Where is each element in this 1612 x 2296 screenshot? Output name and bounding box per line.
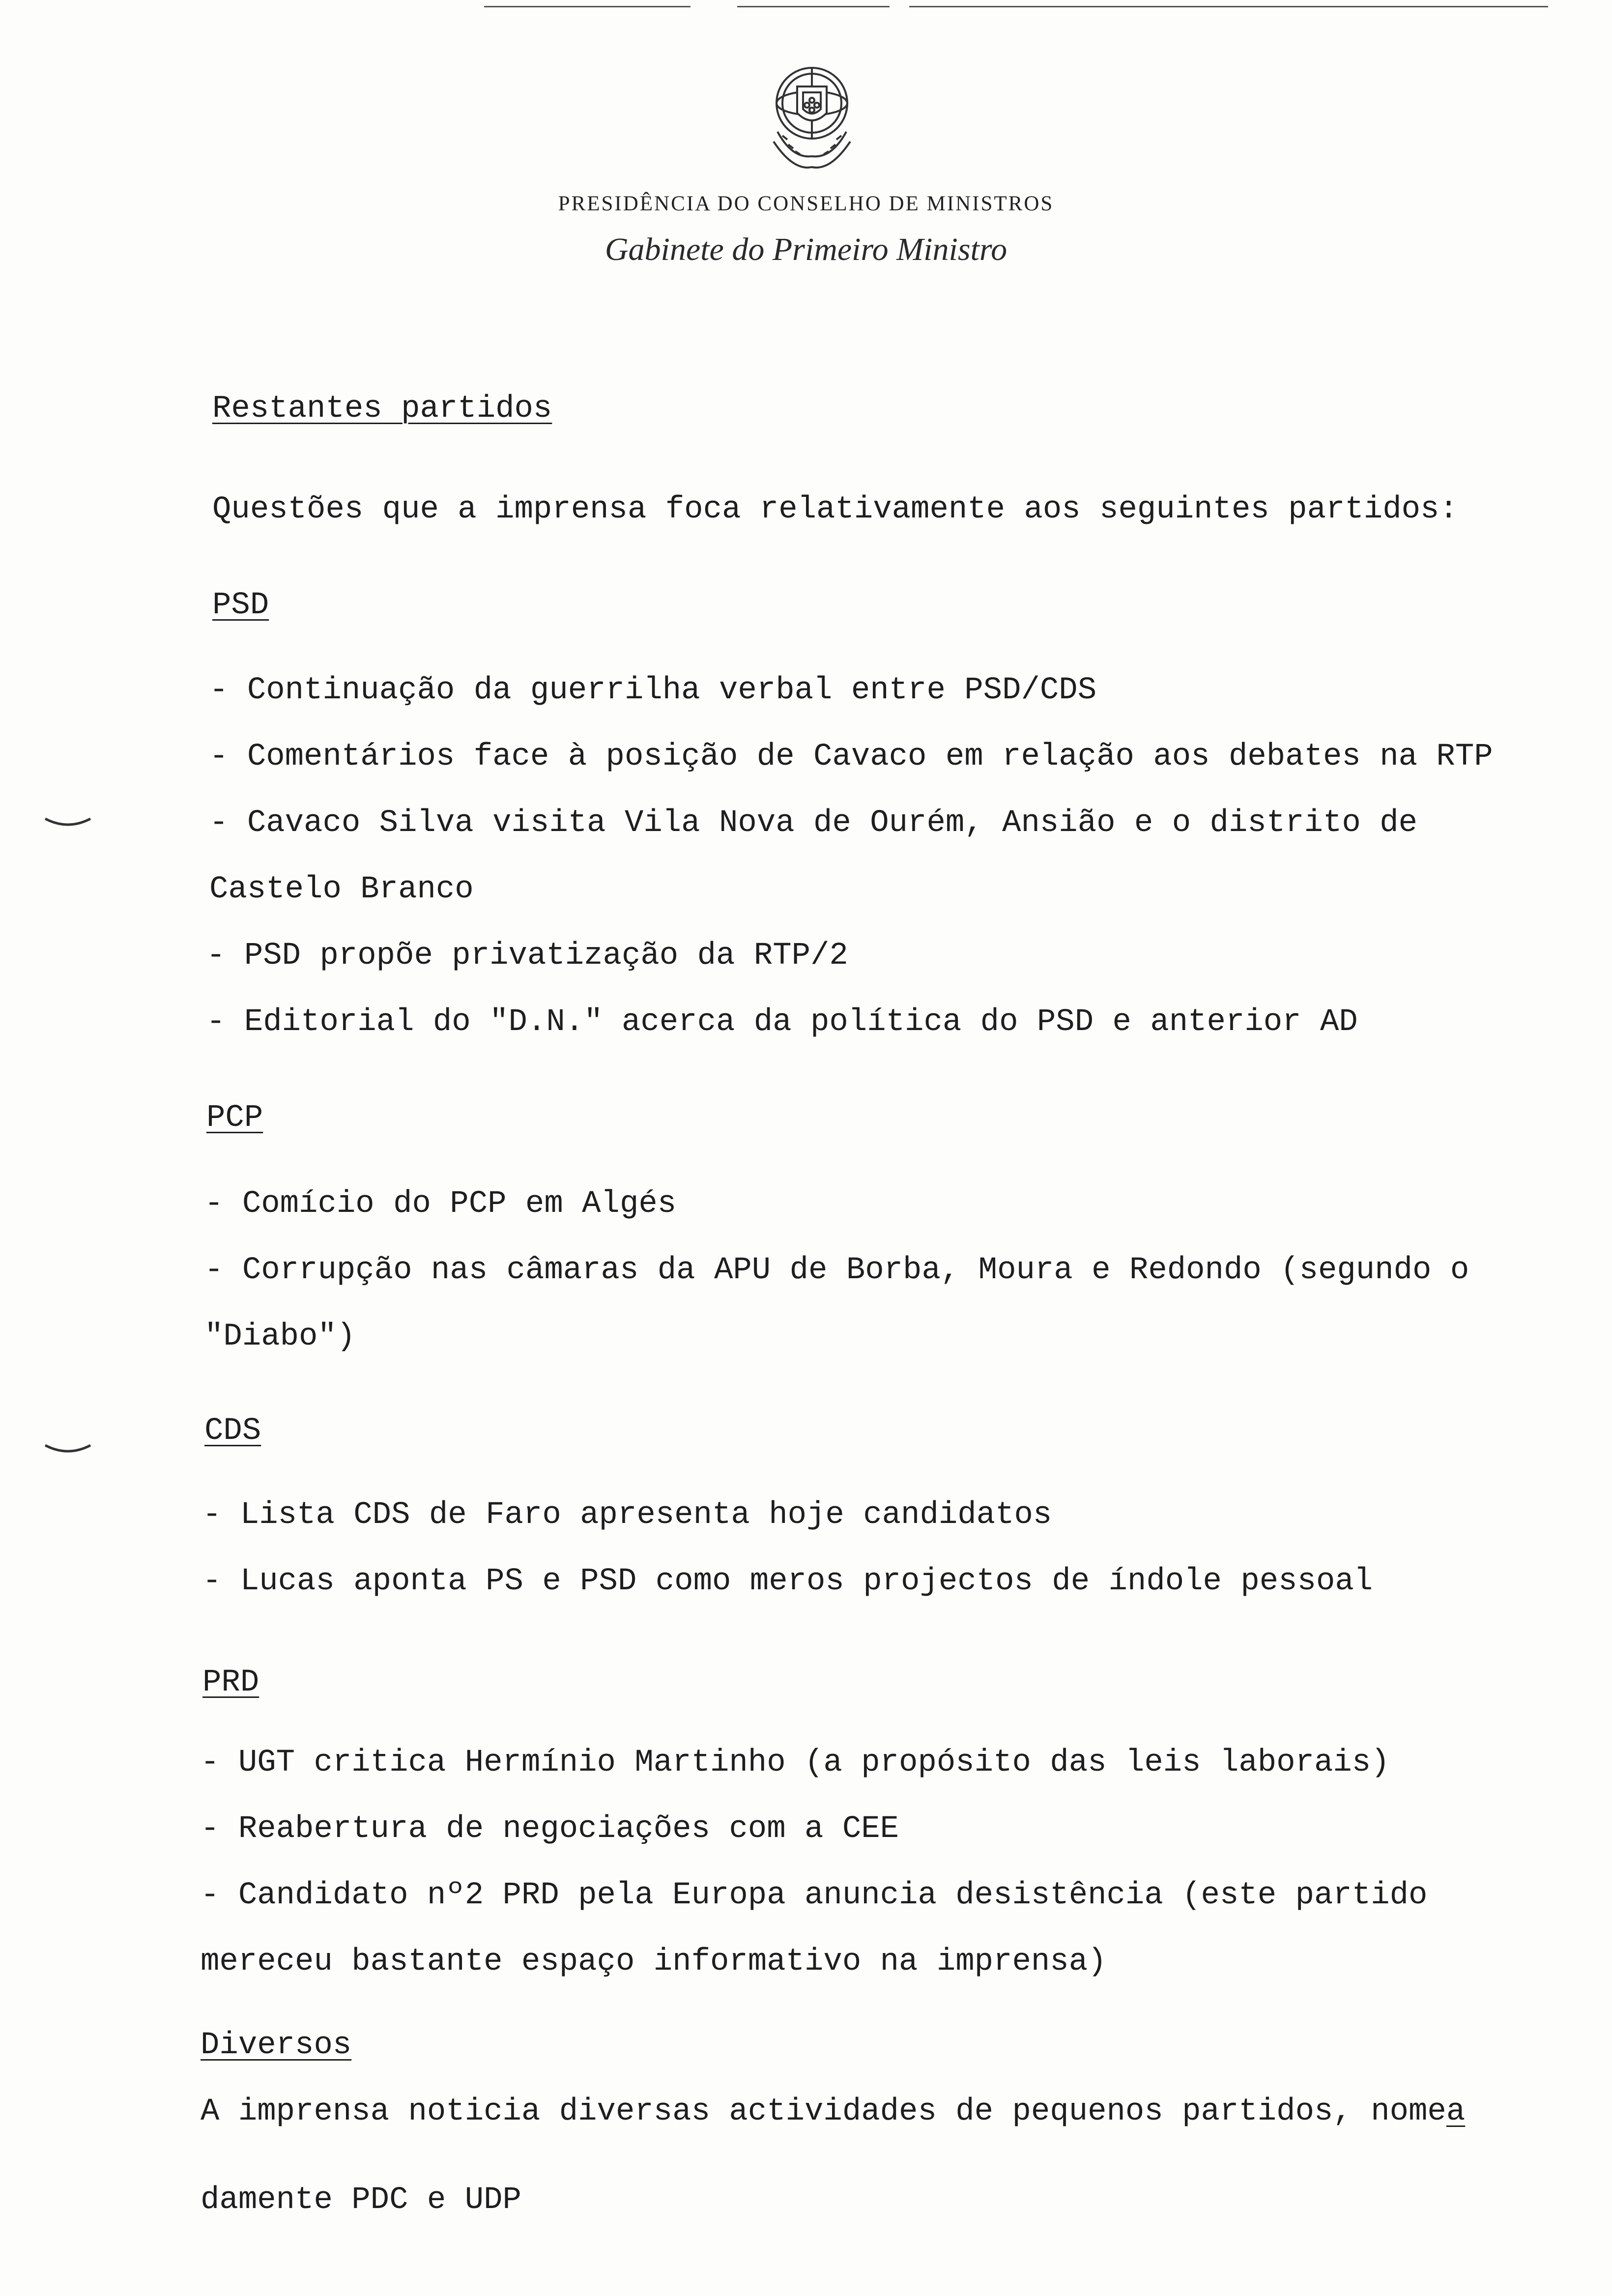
cds-item-2: - Lucas aponta PS e PSD como meros projectos de índole pessoal	[202, 1564, 1373, 1599]
prd-item-2: - Reabertura de negociações com a CEE	[201, 1811, 899, 1847]
psd-item-3-continued: Castelo Branco	[209, 872, 474, 907]
document-title: Restantes partidos	[212, 391, 552, 427]
punch-hole-mark-upper	[43, 816, 92, 830]
prd-item-3: - Candidato nº2 PRD pela Europa anuncia desistência (este partido	[201, 1878, 1428, 1913]
cabinet-name: Gabinete do Primeiro Ministro	[604, 231, 1008, 267]
institution-name: PRESIDÊNCIA DO CONSELHO DE MINISTROS	[558, 192, 1054, 215]
section-heading-pcp: PCP	[206, 1100, 263, 1136]
diversos-paragraph-line-2: damente PDC e UDP	[201, 2182, 521, 2218]
psd-item-1: - Continuação da guerrilha verbal entre PSD/CDS	[209, 673, 1097, 708]
cds-item-1: - Lista CDS de Faro apresenta hoje candidatos	[202, 1497, 1052, 1533]
diversos-paragraph-line-1-tail: a	[1446, 2094, 1466, 2129]
portuguese-coat-of-arms-icon	[758, 58, 866, 176]
section-heading-diversos: Diversos	[201, 2028, 352, 2063]
top-rule-middle	[737, 6, 890, 7]
psd-item-4: - PSD propõe privatização da RTP/2	[206, 938, 848, 974]
psd-item-5: - Editorial do "D.N." acerca da política do PSD e anterior AD	[206, 1004, 1358, 1040]
section-heading-psd: PSD	[212, 588, 269, 623]
pcp-item-2: - Corrupção nas câmaras da APU de Borba, Moura e Redondo (segundo o	[204, 1253, 1469, 1288]
psd-item-2: - Comentários face à posição de Cavaco em relação aos debates na RTP	[209, 739, 1493, 775]
punch-hole-mark-lower	[43, 1442, 92, 1456]
intro-text: Questões que a imprensa foca relativamente aos seguintes partidos:	[212, 492, 1458, 527]
prd-item-1: - UGT critica Hermínio Martinho (a propósito das leis laborais)	[201, 1745, 1390, 1780]
diversos-paragraph-line-1-text: A imprensa noticia diversas actividades de pequenos partidos, nome	[201, 2094, 1446, 2129]
top-rule-right	[909, 6, 1548, 7]
pcp-item-2-continued: "Diabo")	[204, 1319, 356, 1354]
section-heading-prd: PRD	[202, 1665, 259, 1700]
psd-item-3: - Cavaco Silva visita Vila Nova de Ourém, Ansião e o distrito de	[209, 805, 1417, 841]
prd-item-3-continued: mereceu bastante espaço informativo na imprensa)	[201, 1944, 1107, 1980]
diversos-paragraph-line-1	[201, 2096, 1465, 2127]
pcp-item-1: - Comício do PCP em Algés	[204, 1186, 677, 1222]
top-rule-left	[484, 6, 691, 7]
section-heading-cds: CDS	[204, 1413, 261, 1449]
